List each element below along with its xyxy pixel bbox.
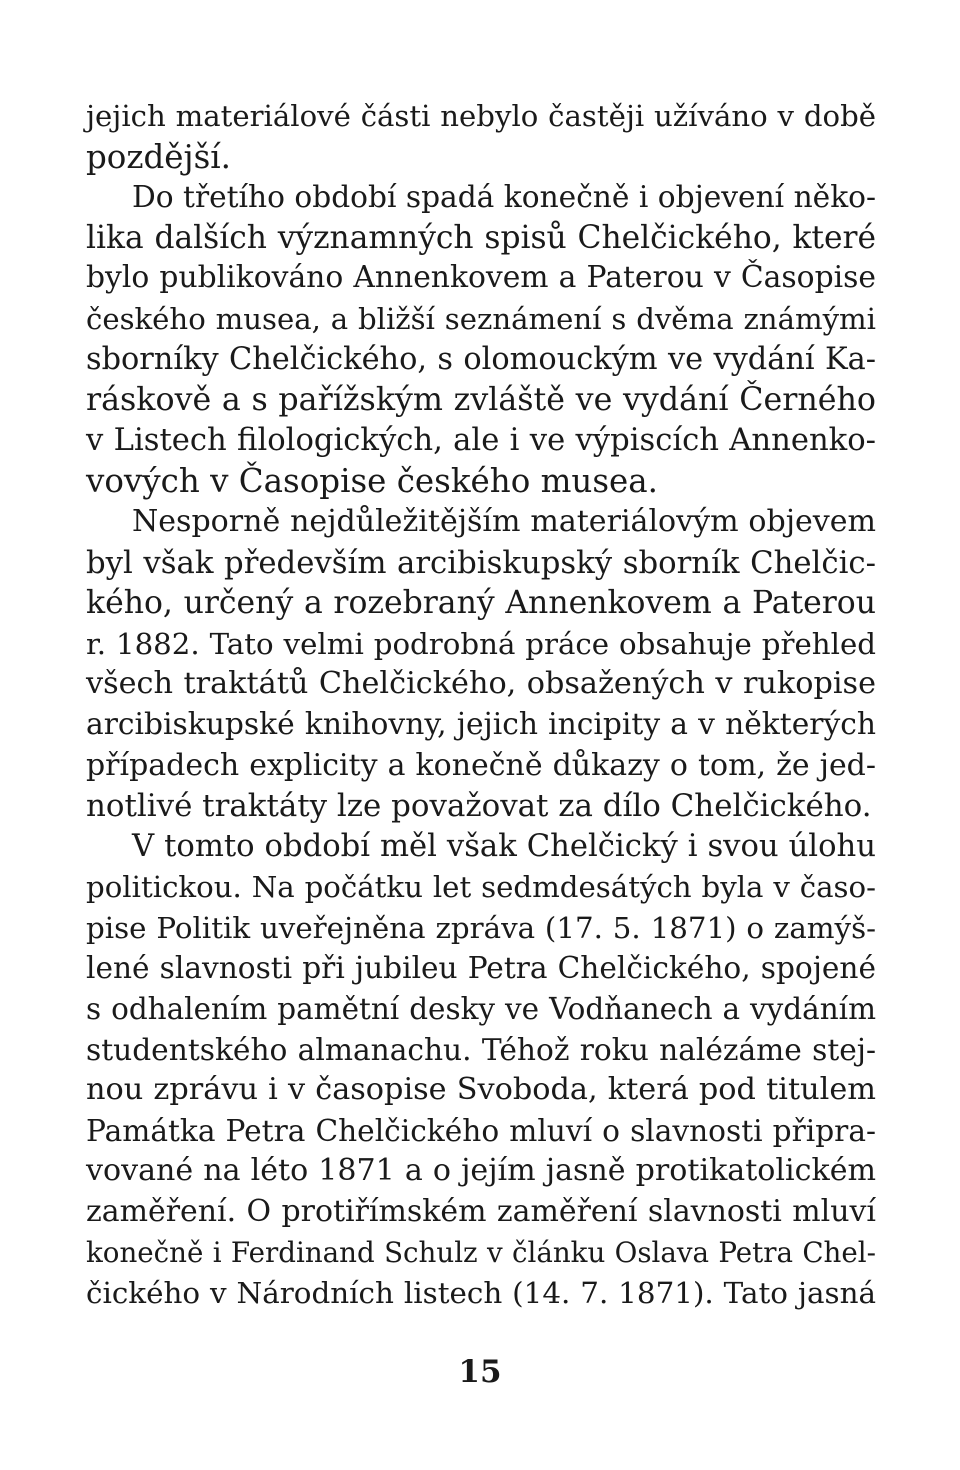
text-line: studentského almanachu. Téhož roku nalézáme stej- <box>86 1031 876 1067</box>
text-line: nou zprávu i v časopise Svoboda, která pod titulem <box>86 1072 876 1108</box>
text-line: všech traktátů Chelčického, obsažených v rukopise <box>86 666 876 702</box>
text-line: českého musea, a bližší seznámení s dvěma známými <box>86 301 876 336</box>
text-line: notlivé traktáty lze považovat za dílo Chelčického. <box>86 788 872 825</box>
body-text <box>86 96 876 1314</box>
text-line: zaměření. O protiřímském zaměření slavnosti mluví <box>86 1194 876 1230</box>
text-line: Nesporně nejdůležitějším materiálovým objevem <box>132 503 876 539</box>
text-line: čického v Národních listech (14. 7. 1871). Tato jasná <box>86 1276 876 1311</box>
text-line: byl však především arcibiskupský sborník Chelčic- <box>86 544 876 581</box>
text-line: V tomto období měl však Chelčický i svou úlohu <box>132 828 876 864</box>
text-line: bylo publikováno Annenkovem a Paterou v Časopise <box>86 260 876 296</box>
text-line: kého, určený a rozebraný Annenkovem a Paterou <box>86 585 876 622</box>
text-line: vované na léto 1871 a o jejím jasně protikatolickém <box>86 1153 876 1189</box>
text-line: lené slavnosti při jubileu Petra Chelčického, spojené <box>86 951 876 986</box>
text-line: politickou. Na počátku let sedmdesátých byla v časo- <box>86 870 876 905</box>
text-line: arcibiskupské knihovny, jejich incipity a v některých <box>86 706 876 742</box>
text-line: sborníky Chelčického, s olomouckým ve vydání Ka- <box>86 341 876 377</box>
text-line: ráskově a s pařížským zvláště ve vydání Černého <box>86 382 876 419</box>
text-line: Do třetího období spadá konečně i objevení něko- <box>132 179 876 215</box>
text-line: s odhalením pamětní desky ve Vodňanech a vydáním <box>86 992 876 1027</box>
text-line: případech explicity a konečně důkazy o tom, že jed- <box>86 747 876 783</box>
text-line: jejich materiálové části nebylo častěji užíváno v době <box>86 99 876 133</box>
text-line: pise Politik uveřejněna zpráva (17. 5. 1871) o zamýš- <box>86 910 876 945</box>
text-line: pozdější. <box>86 137 232 176</box>
text-line: vových v Časopise českého musea. <box>86 462 658 501</box>
text-line: v Listech filologických, ale i ve výpiscích Annenko- <box>86 422 876 458</box>
text-line: r. 1882. Tato velmi podrobná práce obsahuje přehled <box>86 626 876 661</box>
text-line: Památka Petra Chelčického mluví o slavnosti připra- <box>86 1113 876 1148</box>
text-line: konečně i Ferdinand Schulz v článku Oslava Petra Chel- <box>86 1235 876 1269</box>
page-number: 15 <box>458 1354 502 1390</box>
text-line: lika dalších významných spisů Chelčického, které <box>86 219 876 256</box>
